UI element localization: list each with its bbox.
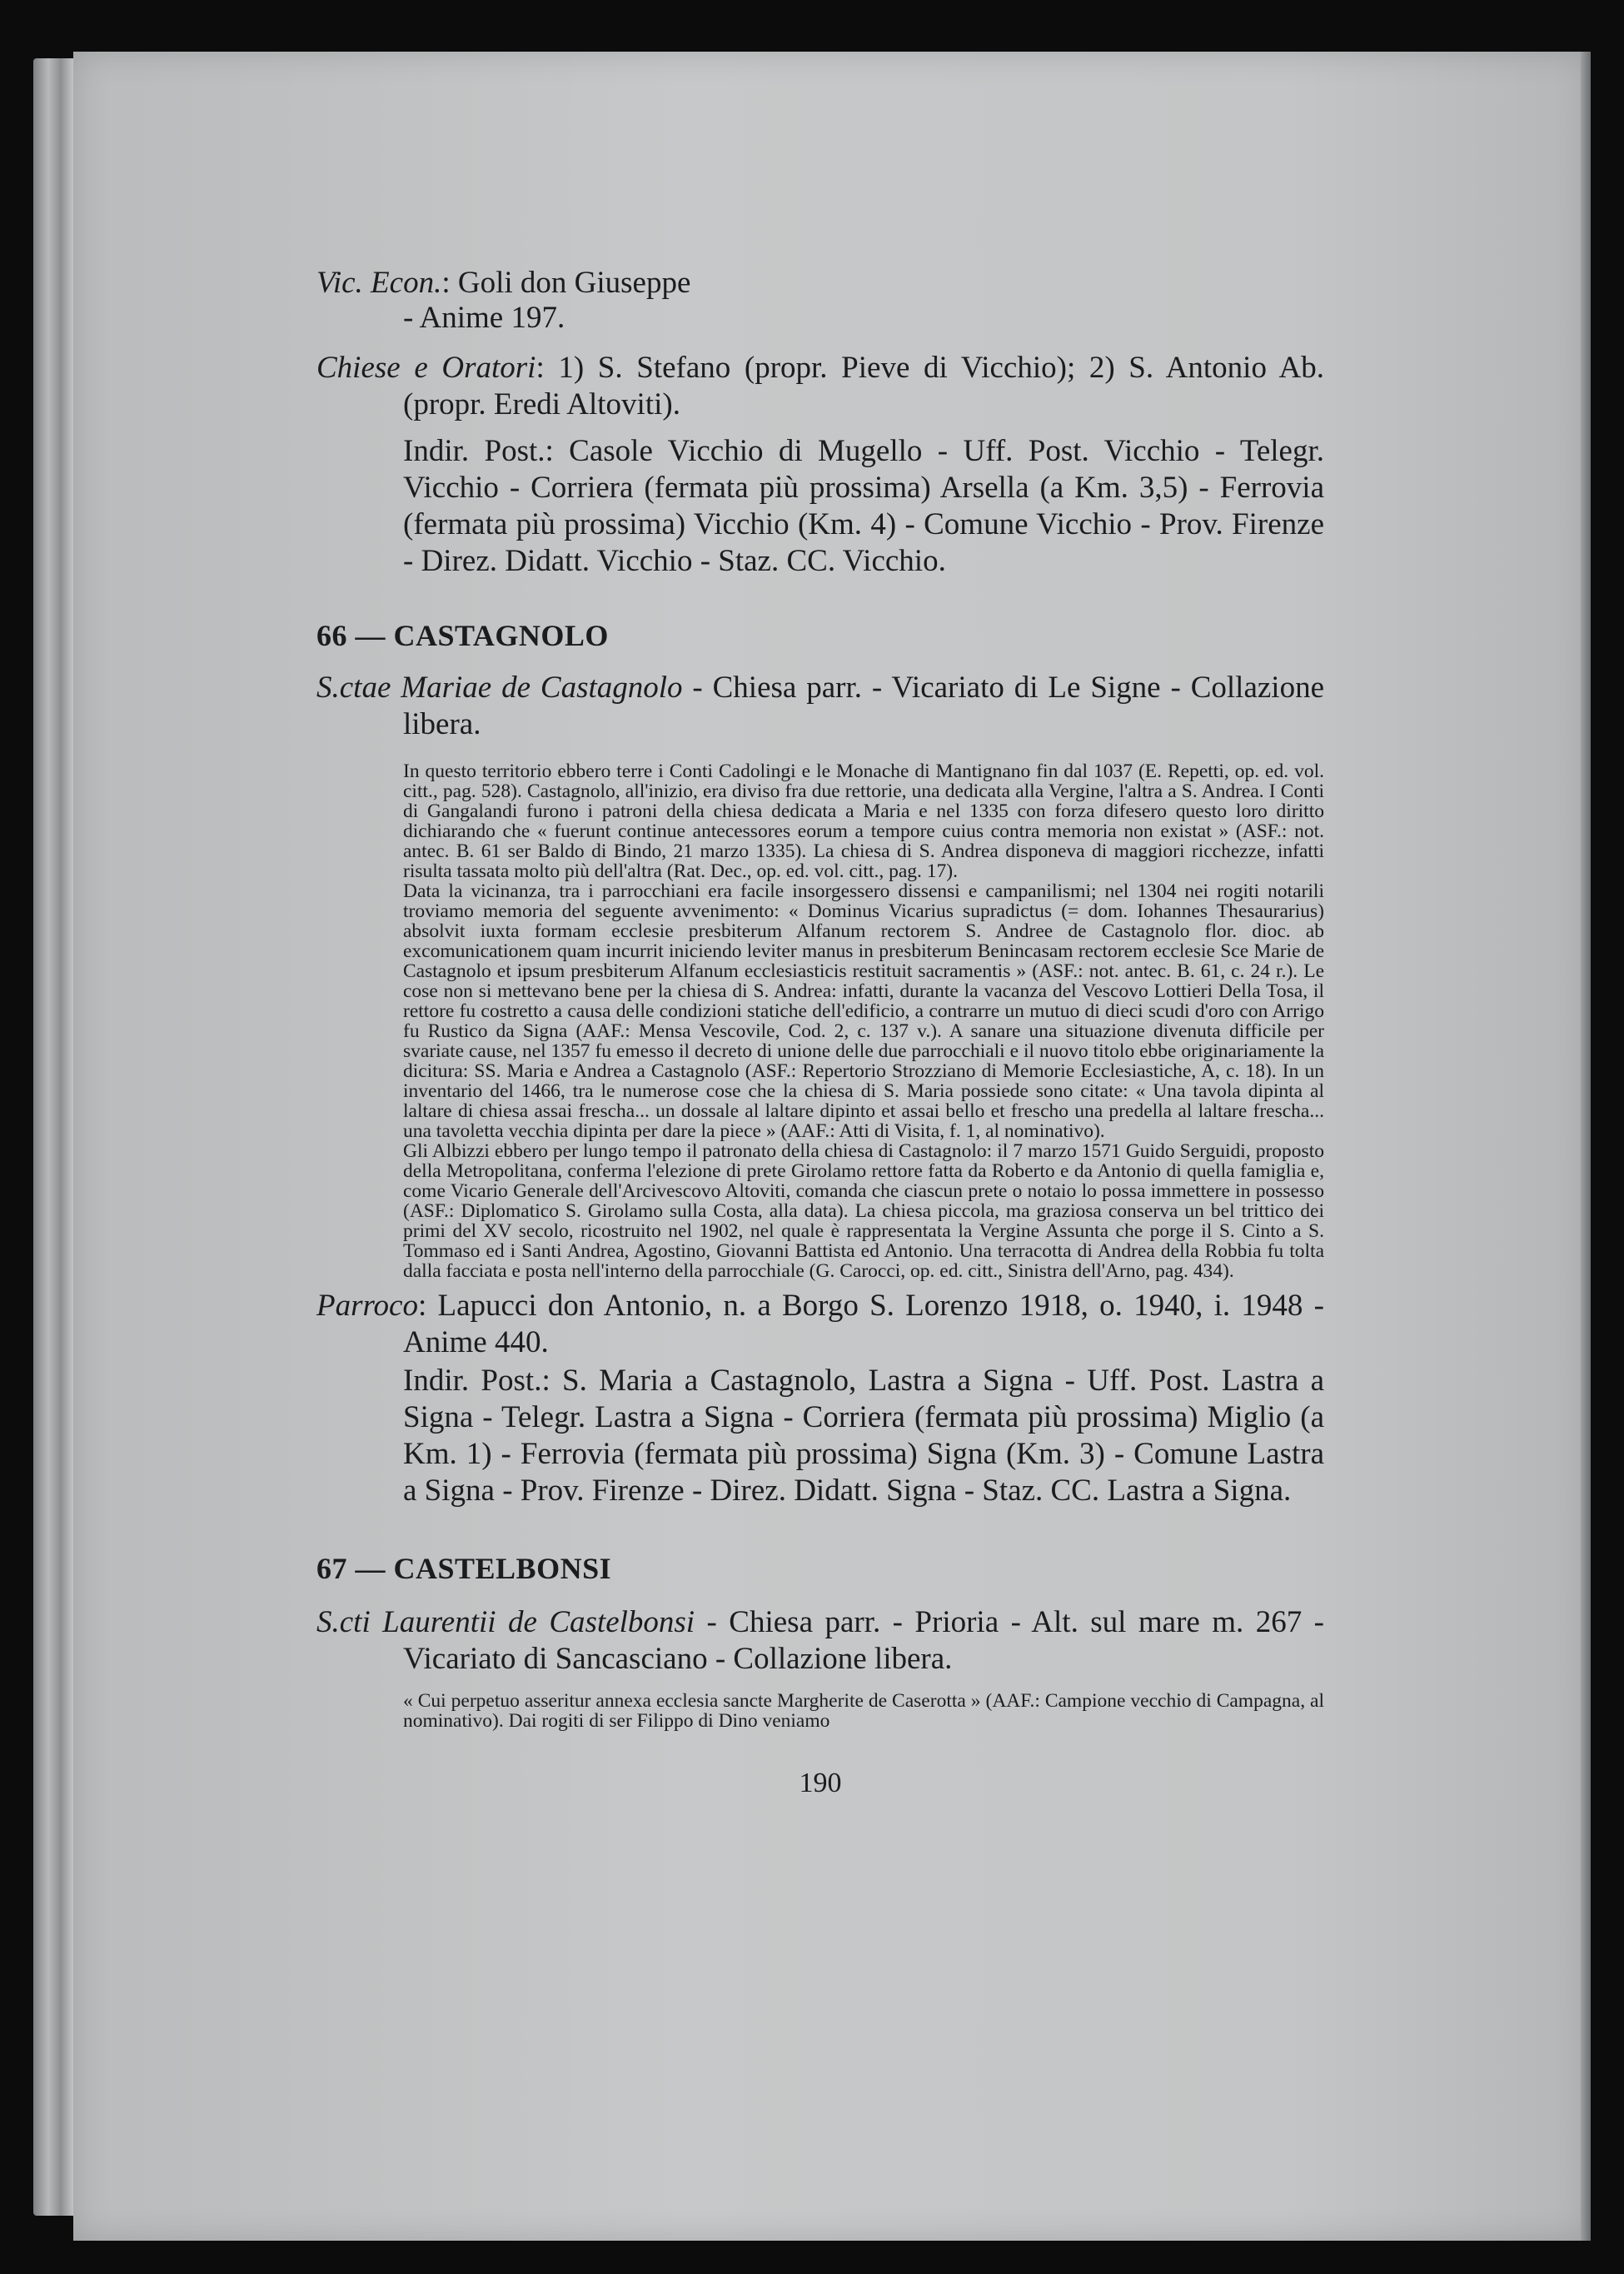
historical-notes-66 (316, 761, 1324, 1281)
page-gutter (1581, 52, 1591, 2241)
parroco-label: Parroco (316, 1289, 418, 1323)
intro-67: - Chiesa parr. - Prioria - Alt. sul mare m. 267 - Vicariato di Sancasciano - Collazione libera. (403, 1605, 1324, 1676)
vic-econ-label: Vic. Econ. (316, 266, 442, 300)
note-paragraph-1: In questo territorio ebbero terre i Conti Cadolingi e le Monache di Mantignano fin dal 1037 (E. Repetti, op. ed. vol. citt., pag. 528). Castagnolo, all'inizio, era diviso fra due rettorie, una dedicata alla Vergine, l'altra a S. Andrea. I Conti di Gangalandi furono i patroni della chiesa dedicata a Maria e nel 1335 con forza difesero questo loro diritto dichiarando che « fuerunt continue antecessores eorum a tempore cuius contra memoria non existat » (ASF.: not. antec. B. 61 ser Baldo di Bindo, 21 marzo 1335). La chiesa di S. Andrea disponeva di maggiori ricchezze, infatti risulta tassata molto più dell'altra (Rat. Dec., op. ed. vol. citt., pag. 17). (403, 760, 1324, 882)
entry-continuation (316, 265, 1324, 580)
church-title-67 (316, 1604, 1324, 1678)
note-67: « Cui perpetuo asseritur annexa ecclesia sancte Margherite de Caserotta » (AAF.: Campione vecchio di Campagna, al nominativo). Dai rogiti di ser Filippo di Dino veniamo (403, 1690, 1324, 1732)
chiese-label: Chiese e Oratori (316, 351, 536, 385)
latin-name-66: S.ctae Mariae de Castagnolo (316, 671, 683, 705)
note-paragraph-3: Gli Albizzi ebbero per lungo tempo il patronato della chiesa di Castagnolo: il 7 marzo 1571 Guido Serguidi, proposto della Metropolitana, conferma l'elezione di prete Girolamo rettore fatta da Roberto e da Antonio di quella famiglia e, come Vicario Generale dell'Arcivescovo Altoviti, comanda che ciascun prete o notaio lo possa immettere in possesso (ASF.: Diplomatico S. Girolamo sulla Costa, alla data). La chiesa piccola, ma graziosa conserva un bel trittico dei primi del XV secolo, ricostruito nel 1902, nel quale è rappresentata la Vergine Assunta che porge il S. Cinto a S. Tommaso ed i Santi Andrea, Agostino, Giovanni Battista ed Antonio. Una terracotta di Andrea della Robbia fu tolta dalla facciata e posta nell'interno della parrocchiale (G. Carocci, op. ed. citt., Sinistra dell'Arno, pag. 434). (403, 1140, 1324, 1282)
section-heading-67: 67 — CASTELBONSI (316, 1552, 612, 1585)
note-paragraph-2: Data la vicinanza, tra i parrocchiani era facile insorgessero dissensi e campanilismi; nel 1304 nei rogiti notarili troviamo memoria del seguente avvenimento: « Dominus Vicarius supradictus (= dom. Iohannes Thesaurarius) absolvit iuxta formam ecclesie presbiterum Alfanum rectorem S. Andree de Castagnolo flor. dioc. ab excomunicationem quam incurrit iniciendo leviter manus in presbiterum Benincasam rectorem ecclesie Sce Marie de Castagnolo et ipsum presbiterum Alfanum ecclesiasticis restituit sacramentis » (ASF.: not. antec. B. 61, c. 24 r.). Le cose non si mettevano bene per la chiesa di S. Andrea: infatti, durante la vacanza del Vescovo Lottieri Della Tosa, il rettore fu costretto a causa delle condizioni statiche dell'edificio, a contrarre un mutuo di dieci scudi d'oro con Arrigo fu Rustico da Signa (AAF.: Mensa Vescovile, Cod. 2, c. 137 v.). A sanare una situazione divenuta difficile per svariate cause, nel 1357 fu emesso il decreto di unione delle due parrocchiali e il nuovo titolo ebbe originariamente la dicitura: SS. Maria e Andrea a Castagnolo (ASF.: Repertorio Strozziano di Memorie Ecclesiastiche, A, c. 18). In un inventario del 1466, tra le numerose cose che la chiesa di S. Maria possiede sono citate: « Una tavola dipinta al laltare di chiesa assai frescha... un dossale al laltare dipinto et assai bello et frescho una predella al laltare frescha... una tavoletta vecchia dipinta per dare la piece » (AAF.: Atti di Visita, f. 1, al nominativo). (403, 880, 1324, 1142)
section-66-parroco (316, 1288, 1324, 1509)
vic-econ-line (316, 265, 1324, 302)
intro-66: - Chiesa parr. - Vicariato di Le Signe - Collazione libera. (403, 671, 1324, 741)
vic-econ-text: : Goli don Giuseppe (441, 266, 691, 300)
latin-name-67: S.cti Laurentii de Castelbonsi (316, 1605, 695, 1639)
parroco-text: : Lapucci don Antonio, n. a Borgo S. Lorenzo 1918, o. 1940, i. 1948 - Anime 440. (403, 1289, 1324, 1359)
historical-notes-67 (316, 1691, 1324, 1731)
church-title-66 (316, 670, 1324, 743)
section-67-entry (316, 1604, 1324, 1678)
chiese-line (316, 350, 1324, 423)
parroco-line (316, 1288, 1324, 1361)
section-heading-66: 66 — CASTAGNOLO (316, 619, 609, 652)
section-66-entry (316, 670, 1324, 743)
anime-count: - Anime 197. (403, 301, 565, 335)
chiese-text: : 1) S. Stefano (propr. Pieve di Vicchio); 2) S. Antonio Ab. (propr. Eredi Altoviti). (403, 351, 1325, 421)
indirizzo-postale: Indir. Post.: Casole Vicchio di Mugello - Uff. Post. Vicchio - Telegr. Vicchio - Corriera (fermata più prossima) Arsella (a Km. 3,5) - Ferrovia (fermata più prossima) Vicchio (Km. 4) - Comune Vicchio - Prov. Firenze - Direz. Didatt. Vicchio - Staz. CC. Vicchio. (403, 434, 1324, 578)
indirizzo-postale-66: Indir. Post.: S. Maria a Castagnolo, Lastra a Signa - Uff. Post. Lastra a Signa - Telegr. Lastra a Signa - Corriera (fermata più prossima) Miglio (a Km. 1) - Ferrovia (fermata più prossima) Signa (Km. 3) - Comune Lastra a Signa - Prov. Firenze - Direz. Didatt. Signa - Staz. CC. Lastra a Signa. (403, 1364, 1324, 1508)
page-content (316, 265, 1324, 1799)
page-number: 190 (799, 1768, 842, 1798)
